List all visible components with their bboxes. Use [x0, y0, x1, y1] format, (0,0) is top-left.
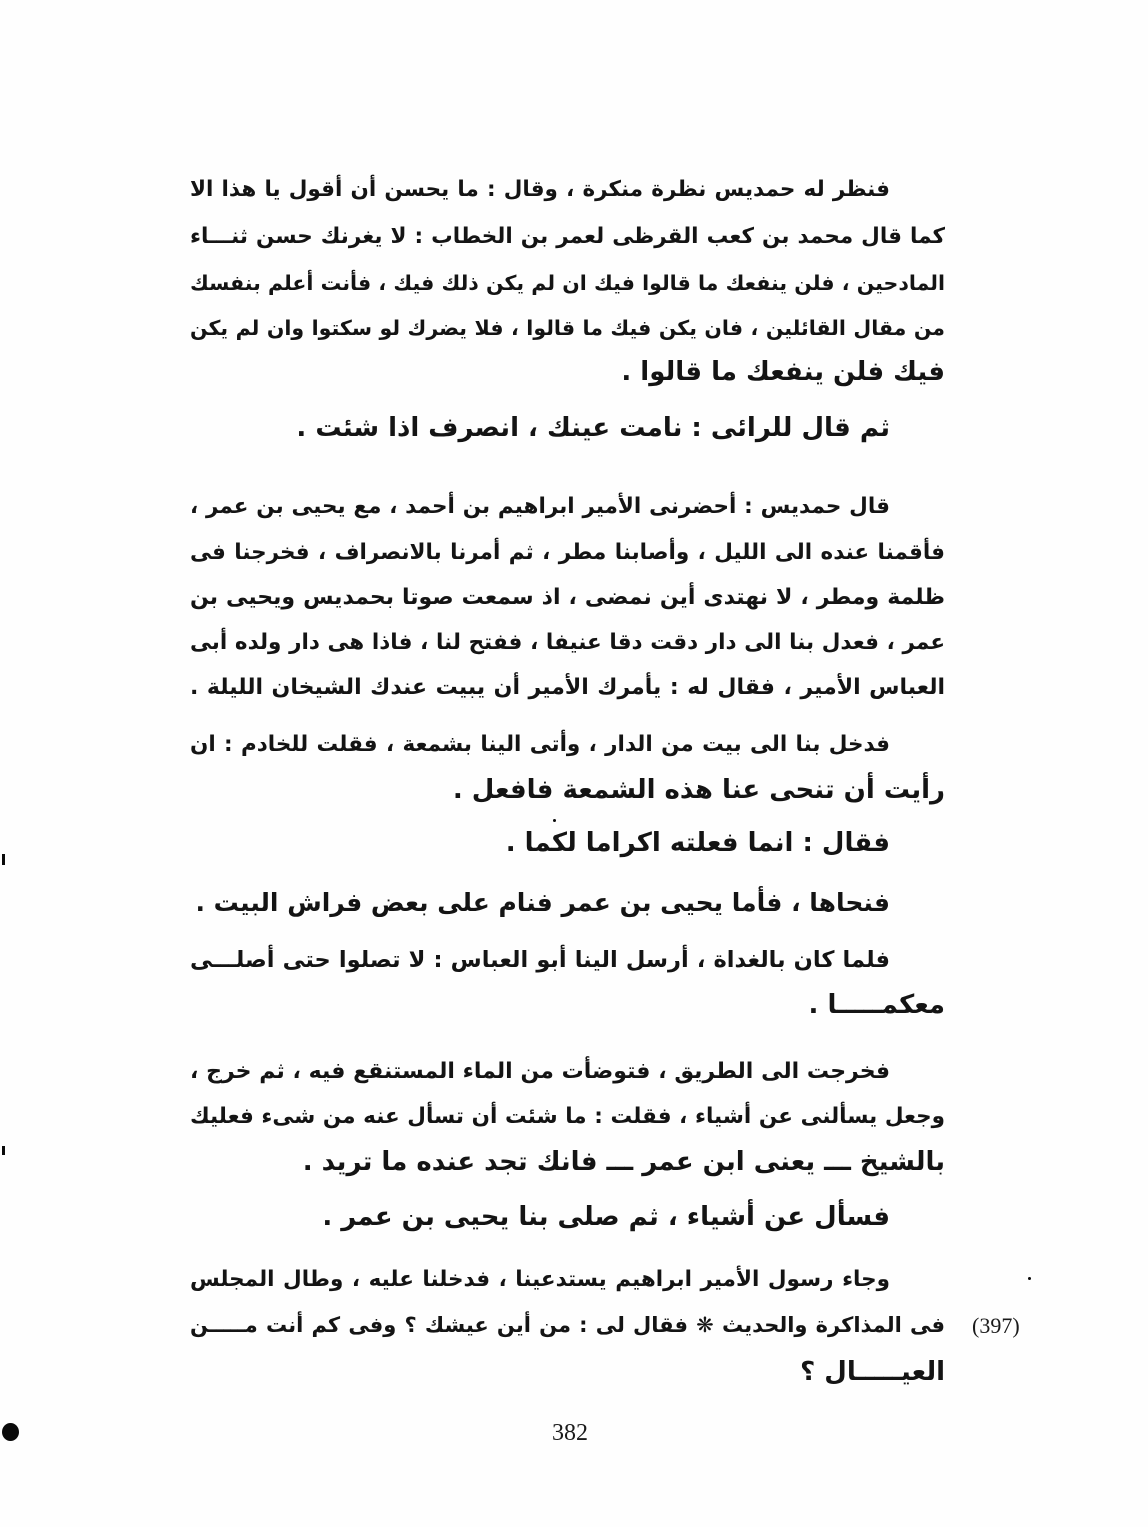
paragraph-1-line-4: من مقال القائلين ، فان يكن فيك ما قالوا ، فلا يضرك لو سكتوا وان لم يكن [190, 316, 945, 340]
paragraph-3-line-5: العباس الأمير ، فقال له : يأمرك الأمير أن يبيت عندك الشيخان الليلة . [190, 675, 945, 700]
scan-speck [553, 819, 556, 822]
margin-reference-number: (397) [972, 1313, 1020, 1338]
paragraph-7-line-2: معكمـــــا . [808, 990, 945, 1020]
scan-speck [1028, 1277, 1031, 1280]
paragraph-3-line-4: عمر ، فعدل بنا الى دار دقت دقا عنيفا ، ففتح لنا ، فاذا هى دار ولده أبى [190, 630, 945, 655]
paragraph-1-line-5: فيك فلن ينفعك ما قالوا . [621, 357, 945, 387]
scan-speck [2, 854, 5, 865]
paragraph-4-line-1: فدخل بنا الى بيت من الدار ، وأتى الينا بشمعة ، فقلت للخادم : ان [190, 732, 890, 757]
paragraph-9-line-1: فسأل عن أشياء ، ثم صلى بنا يحيى بن عمر . [322, 1202, 890, 1232]
paragraph-1-line-2: كما قال محمد بن كعب القرظى لعمر بن الخطاب : لا يغرنك حسن ثنـــاء [190, 224, 945, 249]
paragraph-10-line-1: وجاء رسول الأمير ابراهيم يستدعينا ، فدخلنا عليه ، وطال المجلس [190, 1267, 890, 1292]
paragraph-3-line-1: قال حمديس : أحضرنى الأمير ابراهيم بن أحمد ، مع يحيى بن عمر ، [190, 494, 890, 519]
paragraph-8-line-2: وجعل يسألنى عن أشياء ، فقلت : ما شئت أن تسأل عنه من شىء فعليك [190, 1104, 945, 1129]
paragraph-3-line-3: ظلمة ومطر ، لا نهتدى أين نمضى ، اذ سمعت صوتا بحمديس ويحيى بن [190, 585, 945, 610]
paragraph-6-line-1: فنحاها ، فأما يحيى بن عمر فنام على بعض فراش البيت . [195, 888, 890, 917]
paragraph-3-line-2: فأقمنا عنده الى الليل ، وأصابنا مطر ، ثم أمرنا بالانصراف ، فخرجنا فى [190, 540, 945, 565]
paragraph-1-line-1: فنظر له حمديس نظرة منكرة ، وقال : ما يحسن أن أقول يا هذا الا [190, 177, 890, 202]
scan-speck [2, 1146, 5, 1155]
paragraph-2-line-1: ثم قال للرائى : نامت عينك ، انصرف اذا شئت . [296, 413, 890, 443]
scan-speck [2, 1423, 19, 1441]
paragraph-1-line-3: المادحين ، فلن ينفعك ما قالوا فيك ان لم يكن ذلك فيك ، فأنت أعلم بنفسك [190, 271, 945, 295]
paragraph-8-line-3: بالشيخ ـــ يعنى ابن عمر ـــ فانك تجد عنده ما تريد . [302, 1147, 945, 1177]
paragraph-5-line-1: فقال : انما فعلته اكراما لكما . [505, 828, 890, 858]
paragraph-8-line-1: فخرجت الى الطريق ، فتوضأت من الماء المستنقع فيه ، ثم خرج ، [190, 1059, 890, 1084]
paragraph-4-line-2: رأيت أن تنحى عنا هذه الشمعة فافعل . [452, 775, 945, 805]
paragraph-10-line-2: فى المذاكرة والحديث ❋ فقال لى : من أين عيشك ؟ وفى كم أنت مـــــن [190, 1313, 945, 1337]
paragraph-7-line-1: فلما كان بالغداة ، أرسل الينا أبو العباس : لا تصلوا حتى أصلـــى [190, 947, 890, 973]
paragraph-10-line-3: العيـــــال ؟ [800, 1357, 945, 1387]
page-number: 382 [552, 1420, 588, 1446]
